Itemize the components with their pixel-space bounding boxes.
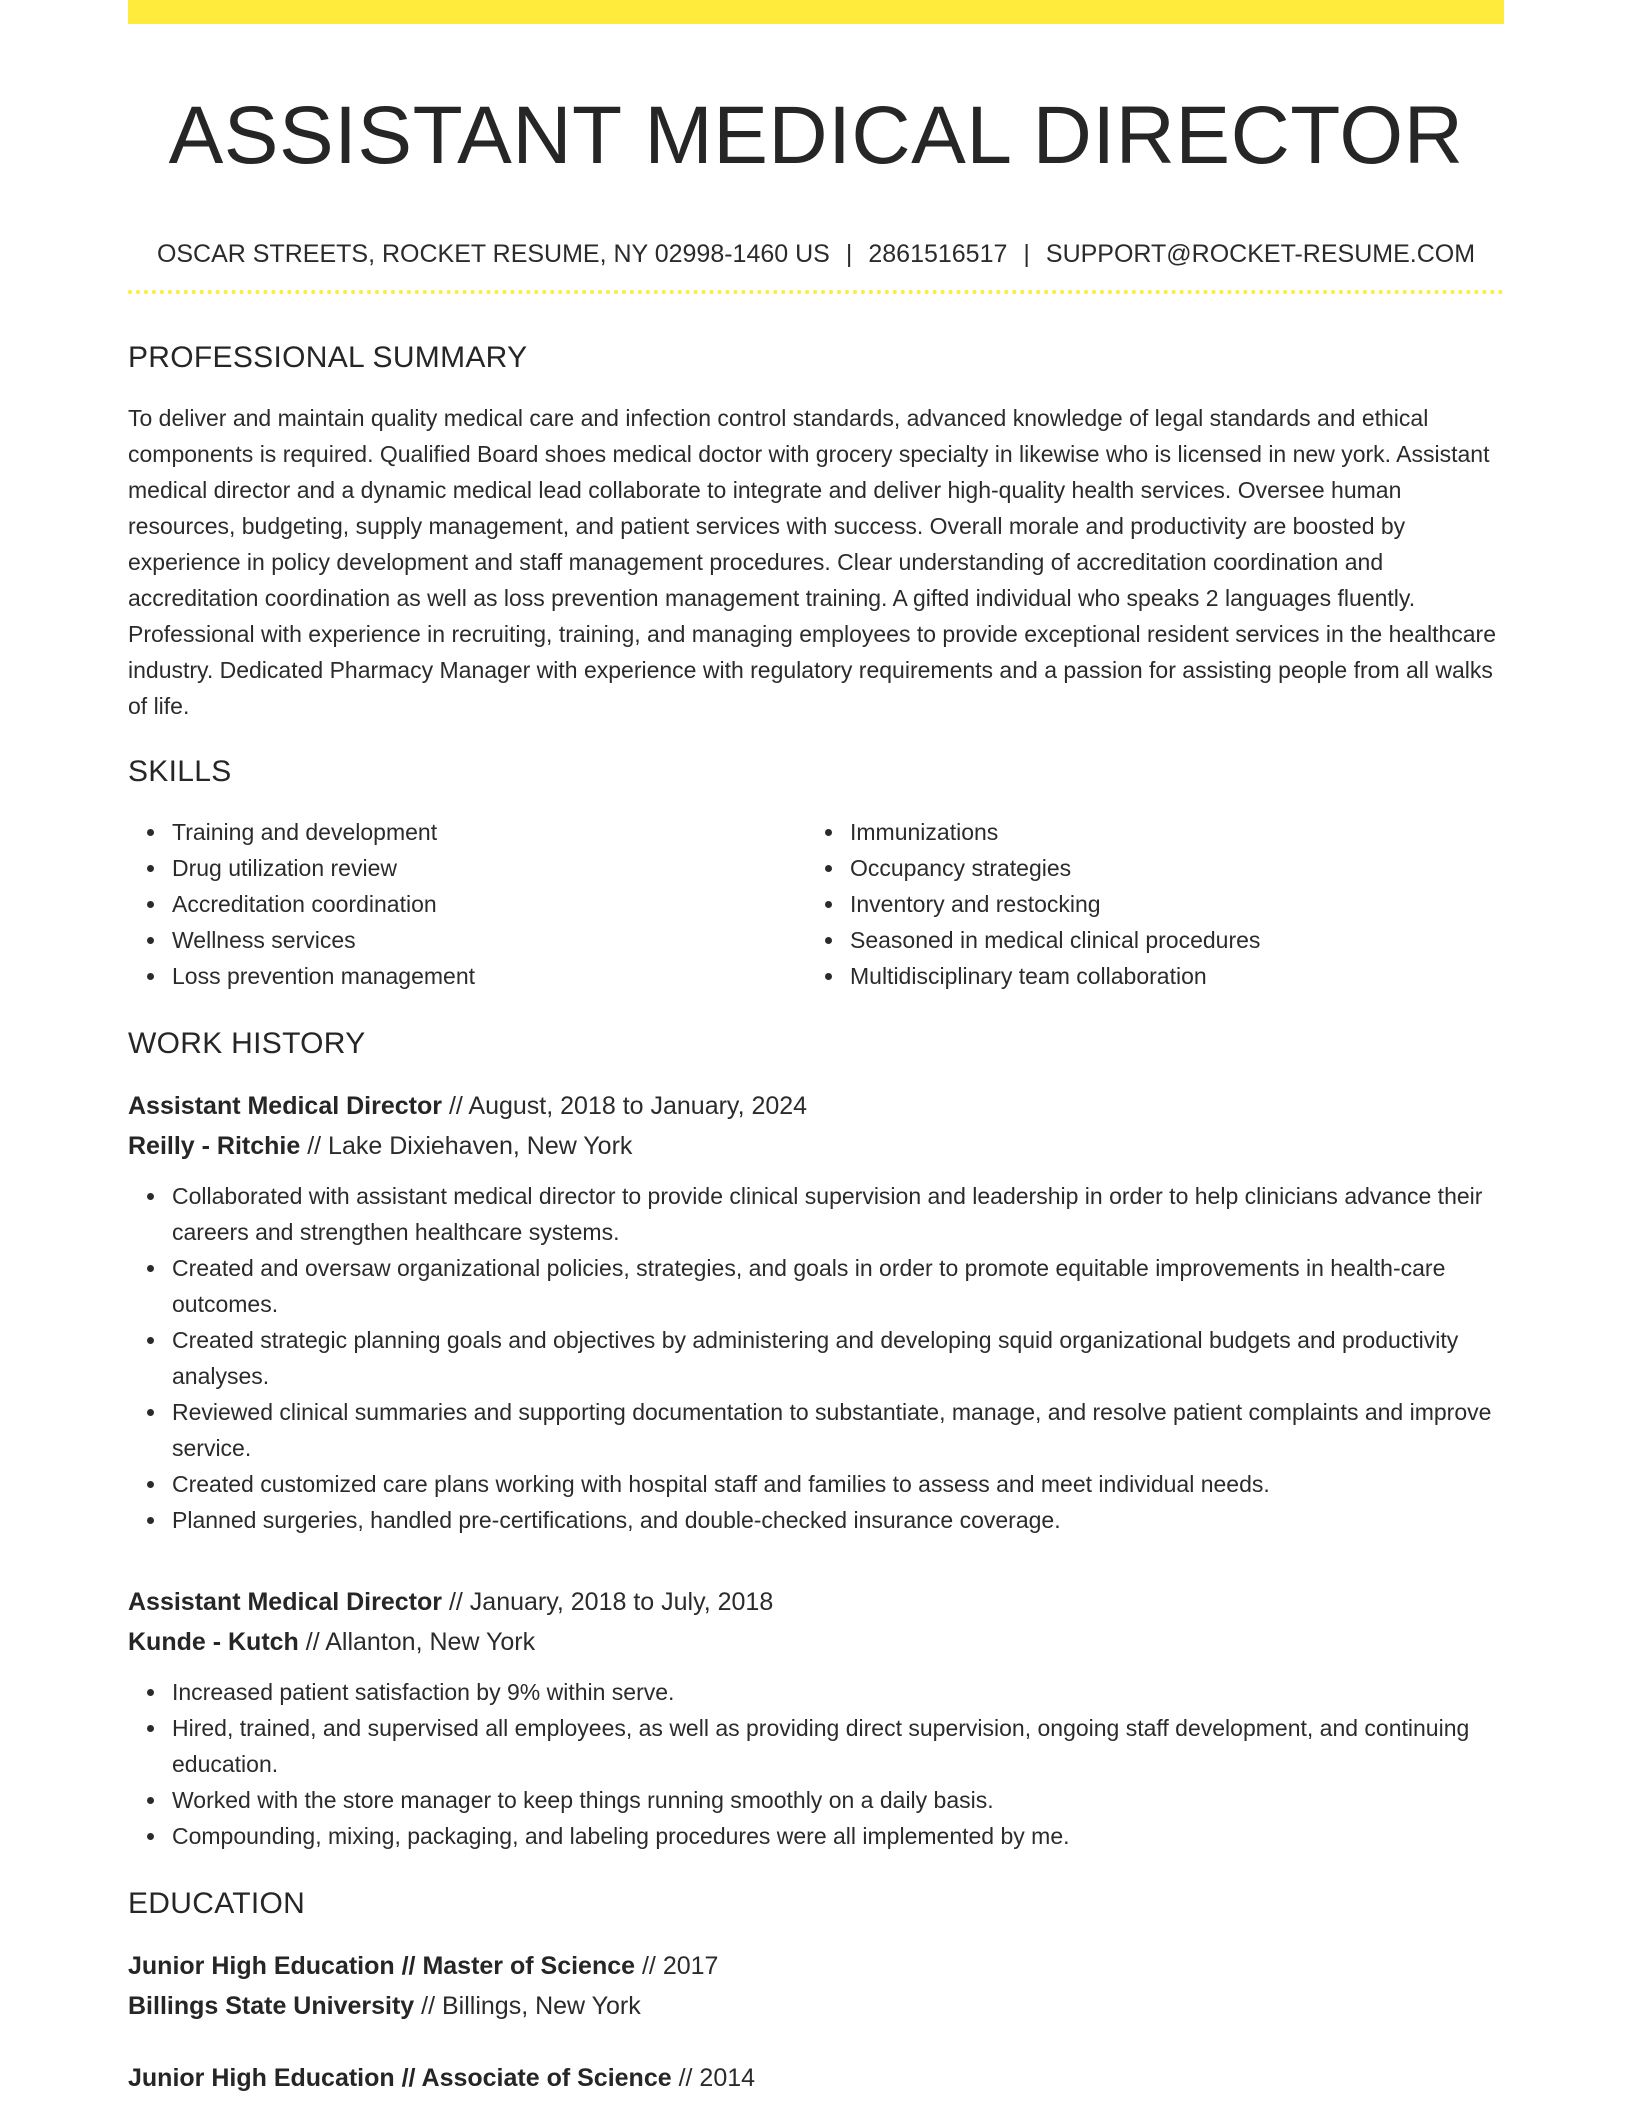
skill-item: Inventory and restocking (850, 886, 1484, 922)
job-location: // Lake Dixiehaven, New York (307, 1132, 633, 1160)
job-location: // Allanton, New York (305, 1628, 536, 1656)
job-role: Assistant Medical Director (128, 1588, 442, 1616)
contact-email[interactable]: SUPPORT@ROCKET-RESUME.COM (1045, 240, 1476, 268)
work-history-heading: WORK HISTORY (128, 1027, 366, 1060)
education-entry (128, 1946, 1504, 2026)
contact-separator: | (845, 240, 853, 268)
top-accent-bar (128, 0, 1504, 24)
education-entry (128, 2058, 1504, 2098)
job-bullet: Planned surgeries, handled pre-certifications, and double-checked insurance coverage. (172, 1502, 1504, 1538)
job-role-line (128, 1086, 1504, 1126)
job-bullet: Collaborated with assistant medical director to provide clinical supervision and leadership in order to help clinicians advance their careers and strengthen healthcare systems. (172, 1178, 1504, 1250)
job-role-line (128, 1582, 1504, 1622)
skill-item: Accreditation coordination (172, 886, 806, 922)
skills-column-left (128, 814, 806, 994)
resume-title: ASSISTANT MEDICAL DIRECTOR (168, 90, 1464, 181)
job-bullet: Increased patient satisfaction by 9% within serve. (172, 1674, 1504, 1710)
skills-column-right (806, 814, 1484, 994)
summary-heading: PROFESSIONAL SUMMARY (128, 341, 528, 374)
education-degree-line (128, 2058, 1504, 2098)
education-heading: EDUCATION (128, 1887, 306, 1920)
job-company-line (128, 1622, 1504, 1662)
header-divider (128, 290, 1504, 294)
education-year: // 2014 (678, 2064, 756, 2092)
job-bullets (128, 1178, 1504, 1538)
education-school-line (128, 1986, 1504, 2026)
job-bullet: Reviewed clinical summaries and supporting documentation to substantiate, manage, and resolve patient complaints and improve service. (172, 1394, 1504, 1466)
skill-item: Multidisciplinary team collaboration (850, 958, 1484, 994)
contact-separator: | (1023, 240, 1030, 268)
education-location: // Billings, New York (421, 1992, 641, 2020)
job-company-line (128, 1126, 1504, 1166)
skill-item: Seasoned in medical clinical procedures (850, 922, 1484, 958)
education-degree: Junior High Education // Associate of Science (128, 2064, 672, 2092)
education-degree: Junior High Education // Master of Science (128, 1952, 636, 1980)
skill-item: Occupancy strategies (850, 850, 1484, 886)
skill-item: Loss prevention management (172, 958, 806, 994)
job-bullet: Created customized care plans working with hospital staff and families to assess and meet individual needs. (172, 1466, 1504, 1502)
job-dates: // August, 2018 to January, 2024 (448, 1092, 808, 1120)
job-dates: // January, 2018 to July, 2018 (448, 1588, 774, 1616)
resume-page (128, 0, 1504, 2098)
skill-item: Wellness services (172, 922, 806, 958)
job-entry (128, 1086, 1504, 1538)
skill-item: Training and development (172, 814, 806, 850)
job-role: Assistant Medical Director (128, 1092, 442, 1120)
skills-heading: SKILLS (128, 755, 232, 788)
job-bullets (128, 1674, 1504, 1854)
job-bullet: Worked with the store manager to keep things running smoothly on a daily basis. (172, 1782, 1504, 1818)
education-school: Billings State University (128, 1992, 415, 2020)
job-entry (128, 1582, 1504, 1854)
job-bullet: Created strategic planning goals and objectives by administering and developing squid organizational budgets and productivity analyses. (172, 1322, 1504, 1394)
contact-phone: 2861516517 (868, 240, 1008, 268)
summary-text: To deliver and maintain quality medical care and infection control standards, advanced knowledge of legal standards and ethical components is required. Qualified Board shoes medical doctor with grocery specialty in likewise who is licensed in new york. Assistant medical director and a dynamic medical lead collaborate to integrate and deliver high-quality health services. Oversee human resources, budgeting, supply management, and patient services with success. Overall morale and productivity are boosted by experience in policy development and staff management procedures. Clear understanding of accreditation coordination and accreditation coordination as well as loss prevention management training. A gifted individual who speaks 2 languages fluently. Professional with experience in recruiting, training, and managing employees to provide exceptional resident services in the healthcare industry. Dedicated Pharmacy Manager with experience with regulatory requirements and a passion for assisting people from all walks of life. (128, 405, 1496, 719)
job-company: Reilly - Ritchie (128, 1132, 301, 1160)
education-year: // 2017 (641, 1952, 719, 1980)
job-bullet: Hired, trained, and supervised all employees, as well as providing direct supervision, ongoing staff development, and continuing education. (172, 1710, 1504, 1782)
job-bullet: Compounding, mixing, packaging, and labeling procedures were all implemented by me. (172, 1818, 1504, 1854)
contact-address: OSCAR STREETS, ROCKET RESUME, NY 02998-1460 US (156, 240, 830, 268)
skill-item: Drug utilization review (172, 850, 806, 886)
contact-line (128, 238, 1504, 270)
skills-list (128, 814, 1504, 994)
job-bullet: Created and oversaw organizational policies, strategies, and goals in order to promote equitable improvements in health-care outcomes. (172, 1250, 1504, 1322)
education-degree-line (128, 1946, 1504, 1986)
job-company: Kunde - Kutch (128, 1628, 299, 1656)
skill-item: Immunizations (850, 814, 1484, 850)
